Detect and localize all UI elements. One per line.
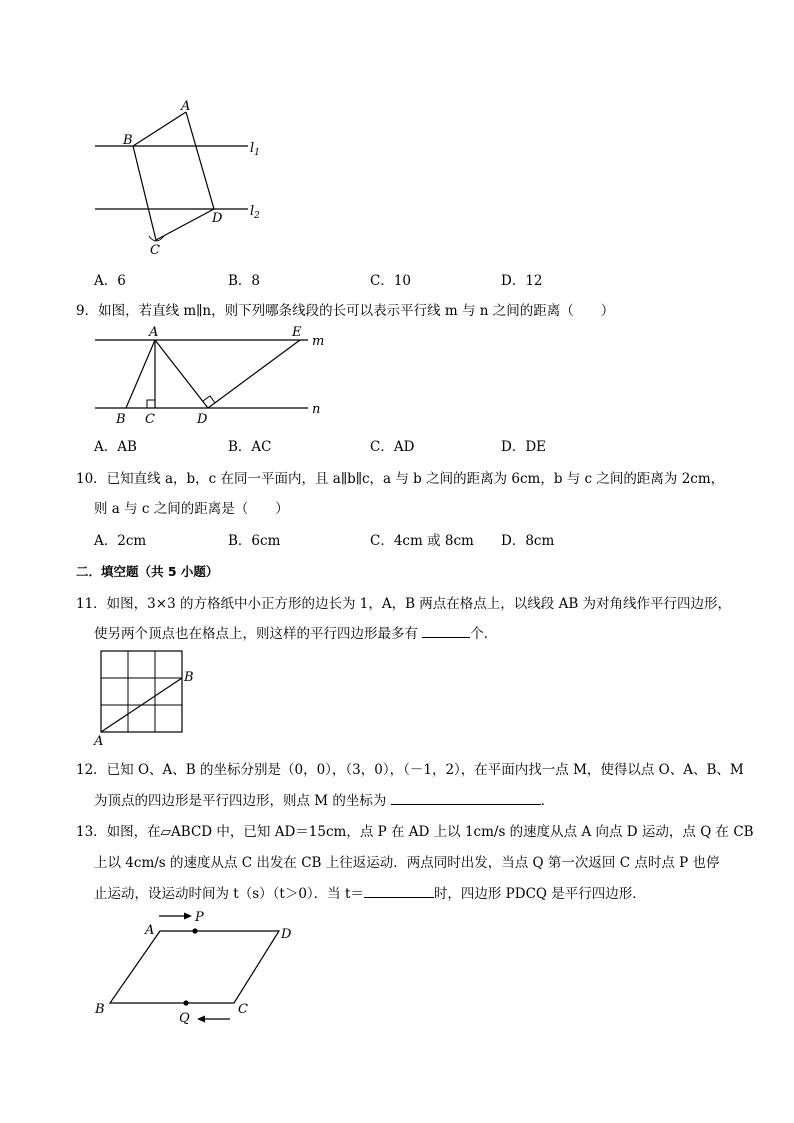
q8-label-B: B — [123, 133, 133, 148]
q8-option-c: C．10 — [370, 273, 412, 289]
q9-label-A: A — [149, 325, 159, 340]
q9-question: 9．如图，若直线 m∥n，则下列哪条线段的长可以表示平行线 m 与 n 之间的距离（ ） — [76, 303, 615, 319]
q10-question-line2: 则 a 与 c 之间的距离是（ ） — [94, 501, 289, 517]
q8-label-l2: $l_2$ — [250, 204, 260, 221]
q13-label-D: D — [281, 927, 292, 942]
q8-option-a: A．6 — [94, 273, 126, 289]
q11-line2-text: 使另两个顶点也在格点上，则这样的平行四边形最多有 — [94, 626, 418, 642]
q10-question-line1: 10．已知直线 a，b，c 在同一平面内，且 a∥b∥c，a 与 b 之间的距离为 6cm，b 与 c 之间的距离为 2cm， — [76, 471, 725, 487]
q11-question-line1: 11．如图，3×3 的方格纸中小正方形的边长为 1，A，B 两点在格点上，以线段 AB 为对角线作平行四边形， — [76, 596, 732, 612]
q13-label-P: P — [195, 910, 204, 925]
q11-label-B: B — [184, 670, 194, 685]
q10-option-b: B．6cm — [228, 533, 281, 549]
q11-line2-end: 个． — [470, 626, 498, 642]
q11-answer-blank[interactable] — [422, 625, 470, 638]
q9-label-E: E — [292, 325, 302, 340]
q8-label-C: C — [150, 243, 160, 258]
q9-label-n: n — [312, 402, 321, 417]
q13-question-line1: 13．如图，在▱ABCD 中，已知 AD＝15cm，点 P 在 AD 上以 1cm/s 的速度从点 A 向点 D 运动，点 Q 在 CB — [76, 824, 754, 840]
q13-line3-text: 止运动，设运动时间为 t（s）（t＞0）．当 t＝ — [94, 886, 364, 902]
q13-label-B: B — [95, 1002, 105, 1017]
q12-question-line2 — [94, 789, 554, 809]
q9-label-D: D — [197, 412, 208, 427]
q10-option-c: C．4cm 或 8cm — [370, 533, 474, 549]
q8-label-D: D — [212, 211, 223, 226]
q13-question-line3 — [94, 882, 646, 902]
q8-option-b: B．8 — [228, 273, 261, 289]
section-title-fill-in: 二．填空题（共 5 小题） — [76, 564, 219, 579]
q9-label-C: C — [145, 412, 155, 427]
q9-label-B: B — [116, 412, 126, 427]
q13-answer-blank[interactable] — [364, 885, 434, 898]
q13-figure — [90, 905, 300, 1027]
q9-option-a: A．AB — [94, 439, 137, 455]
q13-label-A: A — [145, 923, 155, 938]
q8-option-d: D．12 — [501, 273, 543, 289]
q10-option-d: D．8cm — [501, 533, 555, 549]
q12-question-line1: 12．已知 O、A、B 的坐标分别是（0，0），（3，0），（－1，2），在平面内找一点 M，使得以点 O、A、B、M — [76, 762, 744, 778]
q8-label-A: A — [181, 99, 191, 114]
q8-figure — [90, 95, 270, 260]
q13-label-Q: Q — [179, 1011, 190, 1026]
q11-question-line2 — [94, 622, 497, 642]
q13-label-C: C — [238, 1002, 248, 1017]
q9-label-m: m — [312, 334, 325, 349]
q10-option-a: A．2cm — [94, 533, 147, 549]
q9-option-b: B．AC — [228, 439, 272, 455]
q12-line2-text: 为顶点的四边形是平行四边形，则点 M 的坐标为 — [94, 793, 387, 809]
q9-option-d: D．DE — [501, 439, 547, 455]
q13-question-line2: 上以 4cm/s 的速度从点 C 出发在 CB 上往返运动．两点同时出发，当点 Q 第一次返回 C 点时点 P 也停 — [94, 855, 720, 871]
q8-label-l1: $l_1$ — [250, 141, 260, 158]
q11-label-A: A — [94, 734, 104, 747]
q13-line3-end: 时，四边形 PDCQ 是平行四边形． — [433, 886, 646, 902]
q11-grid-figure — [90, 645, 210, 747]
q12-answer-blank[interactable] — [391, 792, 541, 805]
q9-figure — [90, 322, 330, 427]
q12-line2-end: ． — [540, 793, 555, 809]
q9-option-c: C．AD — [370, 439, 415, 455]
